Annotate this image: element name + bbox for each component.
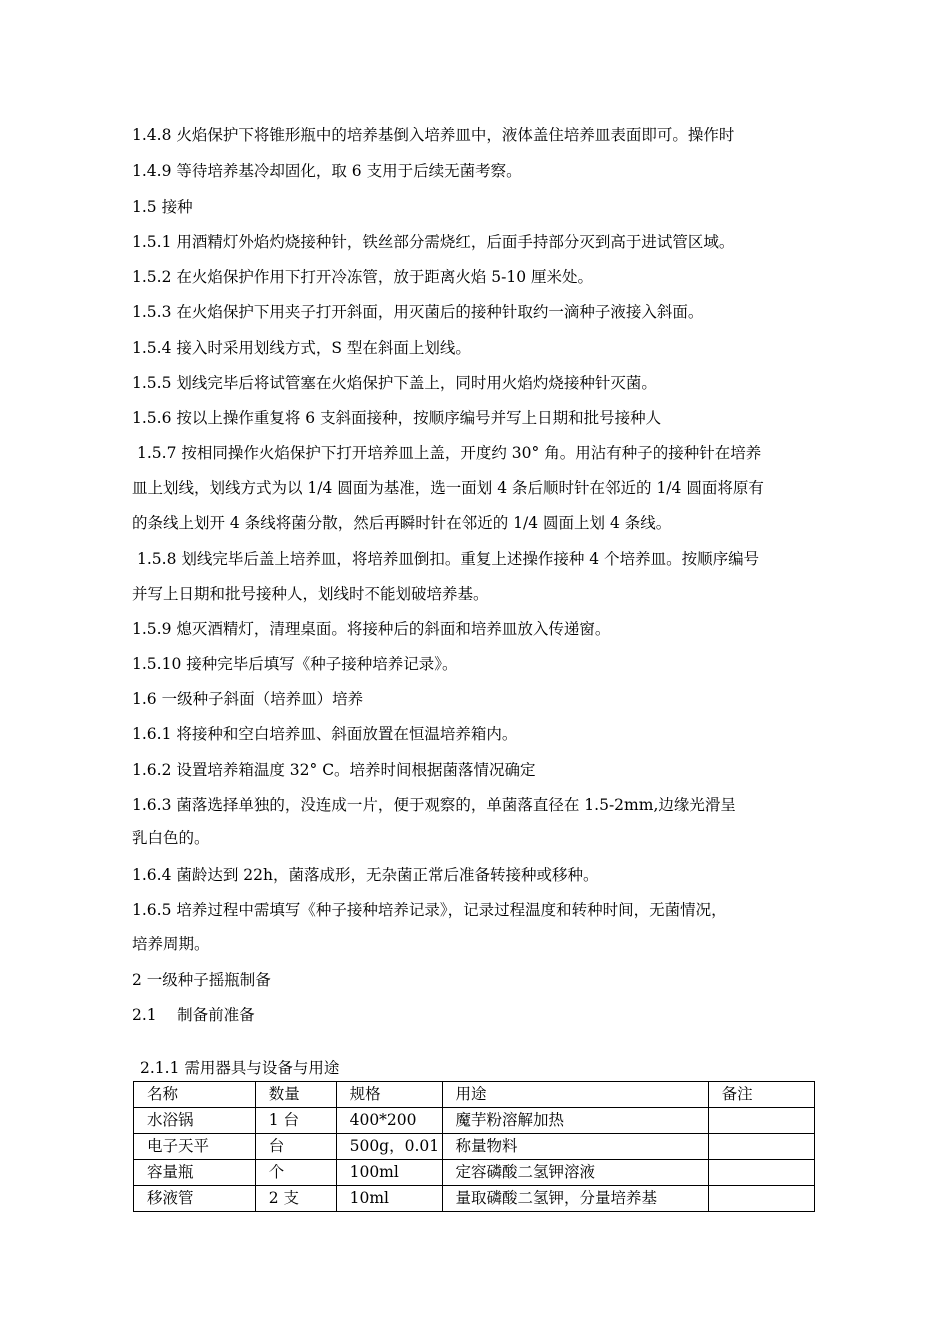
- section-heading: 1.6 一级种子斜面（培养皿）培养: [132, 690, 364, 708]
- text-line: 1.4.9 等待培养基冷却固化，取 6 支用于后续无菌考察。: [132, 162, 522, 180]
- text-line: 并写上日期和批号接种人，划线时不能划破培养基。: [132, 585, 489, 603]
- text-line: 培养周期。: [132, 935, 210, 953]
- text-line: 1.5.6 按以上操作重复将 6 支斜面接种，按顺序编号并写上日期和批号接种人: [132, 409, 662, 427]
- table-row: [134, 1186, 815, 1212]
- table-cell: 移液管: [134, 1186, 256, 1212]
- table-cell: [708, 1108, 814, 1134]
- table-cell: [708, 1186, 814, 1212]
- column-header: 用途: [442, 1082, 708, 1108]
- column-header: 数量: [255, 1082, 336, 1108]
- text-line: 1.6.4 菌龄达到 22h，菌落成形，无杂菌正常后准备转接种或移种。: [132, 866, 599, 884]
- text-line: 1.5.1 用酒精灯外焰灼烧接种针，铁丝部分需烧红，后面手持部分灭到高于进试管区域。: [132, 233, 735, 251]
- section-heading: 2 一级种子摇瓶制备: [132, 971, 271, 989]
- text-line: 1.6.1 将接种和空白培养皿、斜面放置在恒温培养箱内。: [132, 725, 518, 743]
- text-line: 1.5.2 在火焰保护作用下打开冷冻管，放于距离火焰 5-10 厘米处。: [132, 268, 594, 286]
- text-line: 乳白色的。: [132, 829, 210, 847]
- text-line: 1.5.9 熄灭酒精灯，清理桌面。将接种后的斜面和培养皿放入传递窗。: [132, 620, 611, 638]
- text-line: 1.5.5 划线完毕后将试管塞在火焰保护下盖上，同时用火焰灼烧接种针灭菌。: [132, 374, 657, 392]
- text-line: 1.5.10 接种完毕后填写《种子接种培养记录》。: [132, 655, 458, 673]
- table-cell: 100ml: [336, 1160, 442, 1186]
- table-cell: 电子天平: [134, 1134, 256, 1160]
- equipment-table: [133, 1081, 815, 1212]
- table-cell: 2 支: [255, 1186, 336, 1212]
- table-caption: 2.1.1 需用器具与设备与用途: [140, 1059, 340, 1077]
- text-line: 1.4.8 火焰保护下将锥形瓶中的培养基倒入培养皿中，液体盖住培养皿表面即可。操作时: [132, 126, 735, 144]
- column-header: 备注: [708, 1082, 814, 1108]
- table-cell: 容量瓶: [134, 1160, 256, 1186]
- section-heading: 1.5 接种: [132, 198, 193, 216]
- table-cell: 定容磷酸二氢钾溶液: [442, 1160, 708, 1186]
- table-header-row: [134, 1082, 815, 1108]
- table-cell: 1 台: [255, 1108, 336, 1134]
- table-cell: 魔芋粉溶解加热: [442, 1108, 708, 1134]
- text-line: 1.5.7 按相同操作火焰保护下打开培养皿上盖，开度约 30° 角。用沾有种子的接种针在培养: [137, 444, 762, 462]
- table-cell: [708, 1134, 814, 1160]
- text-line: 1.5.4 接入时采用划线方式，S 型在斜面上划线。: [132, 339, 471, 357]
- text-line: 的条线上划开 4 条线将菌分散，然后再瞬时针在邻近的 1/4 圆面上划 4 条线。: [132, 514, 672, 532]
- page-bottom-margin: [0, 1212, 950, 1344]
- table-cell: 个: [255, 1160, 336, 1186]
- table-cell: 400*200: [336, 1108, 442, 1134]
- table-cell: 水浴锅: [134, 1108, 256, 1134]
- text-line: 皿上划线，划线方式为以 1/4 圆面为基准，选一面划 4 条后顺时针在邻近的 1/4 圆面将原有: [132, 479, 764, 497]
- table-cell: 500g，0.01: [336, 1134, 442, 1160]
- table-row: [134, 1160, 815, 1186]
- text-line: 1.6.3 菌落选择单独的，没连成一片，便于观察的，单菌落直径在 1.5-2mm,边缘光滑呈: [132, 796, 736, 814]
- table-cell: 台: [255, 1134, 336, 1160]
- text-line: 1.5.8 划线完毕后盖上培养皿，将培养皿倒扣。重复上述操作接种 4 个培养皿。按顺序编号: [137, 550, 760, 568]
- column-header: 规格: [336, 1082, 442, 1108]
- text-line: 1.6.5 培养过程中需填写《种子接种培养记录》，记录过程温度和转种时间，无菌情况，: [132, 901, 727, 919]
- table-row: [134, 1108, 815, 1134]
- table-cell: [708, 1160, 814, 1186]
- table-cell: 10ml: [336, 1186, 442, 1212]
- section-heading: 2.1 制备前准备: [132, 1006, 255, 1024]
- text-line: 1.5.3 在火焰保护下用夹子打开斜面，用灭菌后的接种针取约一滴种子液接入斜面。: [132, 303, 704, 321]
- table-cell: 称量物料: [442, 1134, 708, 1160]
- text-line: 1.6.2 设置培养箱温度 32° C。培养时间根据菌落情况确定: [132, 761, 536, 779]
- column-header: 名称: [134, 1082, 256, 1108]
- table-cell: 量取磷酸二氢钾，分量培养基: [442, 1186, 708, 1212]
- table-row: [134, 1134, 815, 1160]
